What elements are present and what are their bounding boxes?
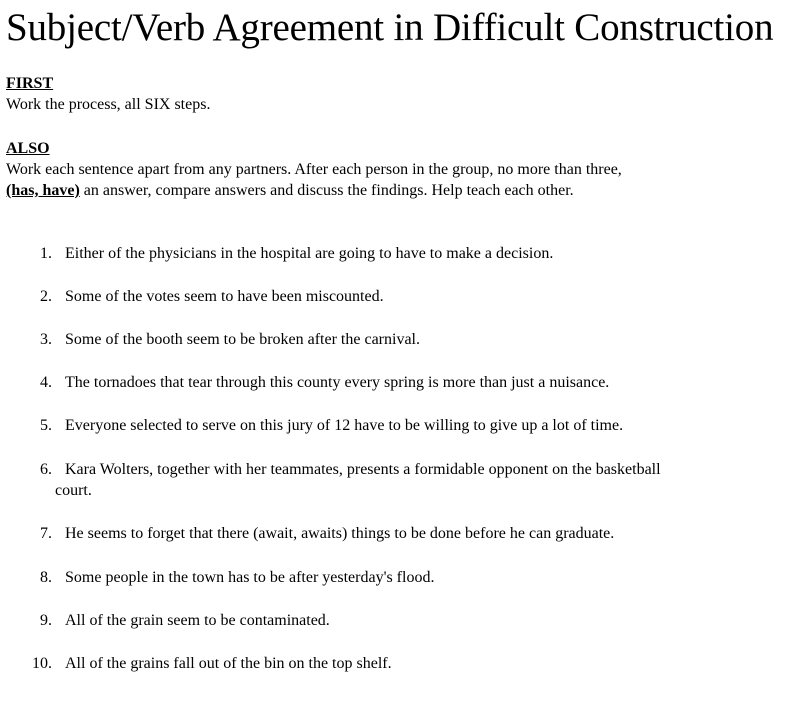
also-emphasis: (has, have) <box>6 182 80 199</box>
first-heading: FIRST <box>6 75 54 92</box>
also-heading: ALSO <box>6 140 50 157</box>
list-item-text: He seems to forget that there (await, awaits) things to be done before he can graduate. <box>65 525 615 542</box>
list-item-text: All of the grain seem to be contaminated. <box>65 612 330 629</box>
list-item-text: Either of the physicians in the hospital are going to have to make a decision. <box>65 245 554 262</box>
list-item-number: 9. <box>40 612 52 629</box>
list-item-text: Some people in the town has to be after yesterday's flood. <box>65 569 435 586</box>
list-item-text: All of the grains fall out of the bin on the top shelf. <box>65 655 392 672</box>
also-text-after: an answer, compare answers and discuss the findings. Help teach each other. <box>79 182 574 199</box>
list-item-text: The tornadoes that tear through this county every spring is more than just a nuisance. <box>65 374 610 391</box>
also-instruction <box>6 159 794 201</box>
list-item-text-wrap <box>55 459 785 501</box>
first-instruction: Work the process, all SIX steps. <box>6 96 211 113</box>
list-item-number: 10. <box>32 655 52 672</box>
list-item-text-continuation: court. <box>55 482 92 499</box>
list-item-number: 8. <box>40 569 52 586</box>
list-item-text: Kara Wolters, together with her teammates, presents a formidable opponent on the basketball <box>65 461 661 478</box>
list-item-number: 6. <box>40 461 52 478</box>
list-item-number: 1. <box>40 245 52 262</box>
list-item-text: Some of the votes seem to have been miscounted. <box>65 288 384 305</box>
also-section <box>6 138 794 201</box>
list-item-number: 4. <box>40 374 52 391</box>
also-text-before: Work each sentence apart from any partners. After each person in the group, no more than three, <box>6 161 622 178</box>
list-item-text: Some of the booth seem to be broken after the carnival. <box>65 331 420 348</box>
list-item-number: 2. <box>40 288 52 305</box>
first-section <box>6 73 210 115</box>
list-item-text: Everyone selected to serve on this jury of 12 have to be willing to give up a lot of time. <box>65 417 624 434</box>
list-item-number: 5. <box>40 417 52 434</box>
list-item-number: 7. <box>40 525 52 542</box>
list-item-number: 3. <box>40 331 52 348</box>
document-title: Subject/Verb Agreement in Difficult Construction <box>6 6 774 49</box>
